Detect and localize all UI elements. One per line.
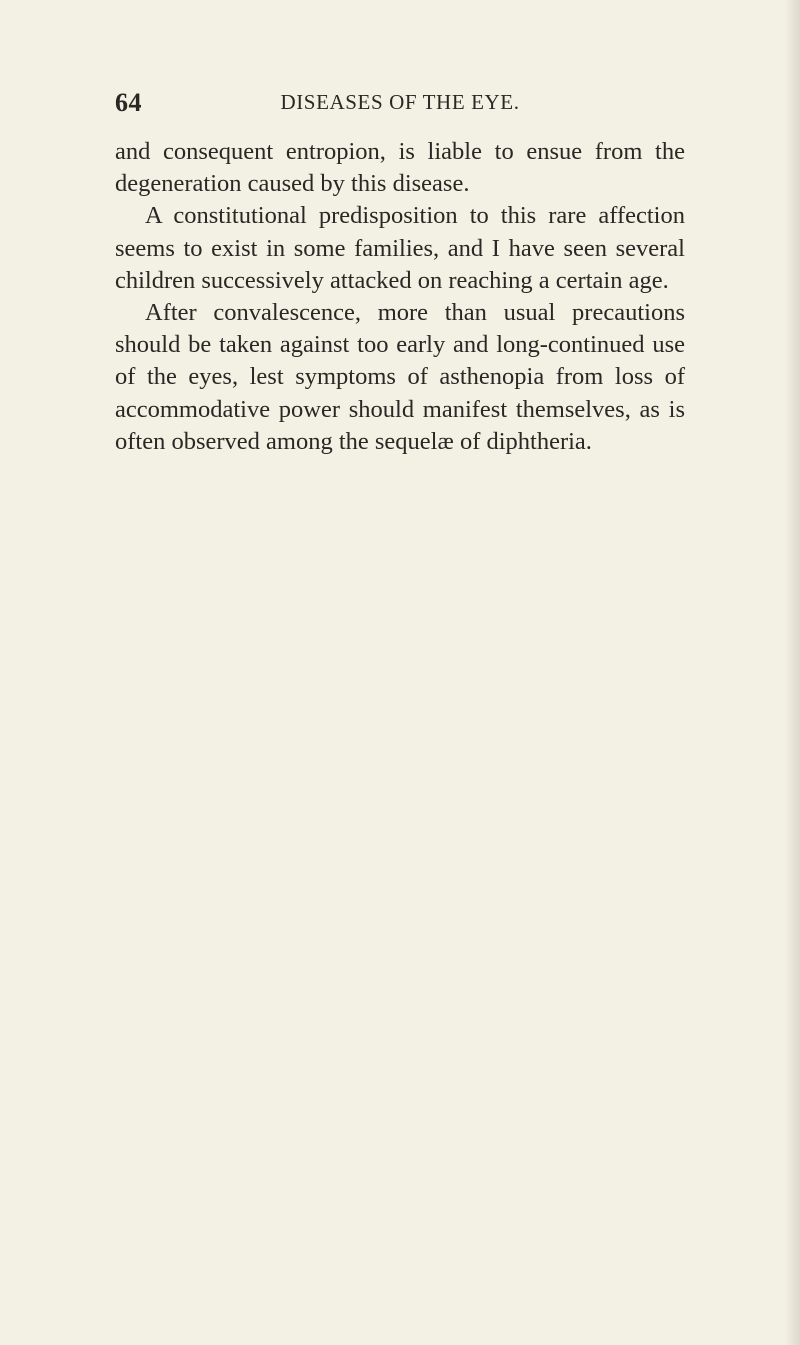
paragraph: After convalescence, more than usual precautions should be taken against too early and long-continued use of the eyes, lest symptoms of asthenopia from loss of accommodative power should manifest themselves, as is often observed among the sequelæ of diphtheria. (115, 299, 685, 455)
running-title: DISEASES OF THE EYE. (280, 90, 520, 114)
paragraph-continued: and consequent entropion, is liable to ensue from the degeneration caused by this disease. (115, 138, 685, 198)
page-number: 64 (115, 88, 142, 117)
paragraph: A constitutional predisposition to this rare affection seems to exist in some families, and I have seen several children successively attacked on reaching a certain age. (115, 202, 685, 294)
body-text (115, 136, 685, 458)
running-head (115, 88, 685, 118)
